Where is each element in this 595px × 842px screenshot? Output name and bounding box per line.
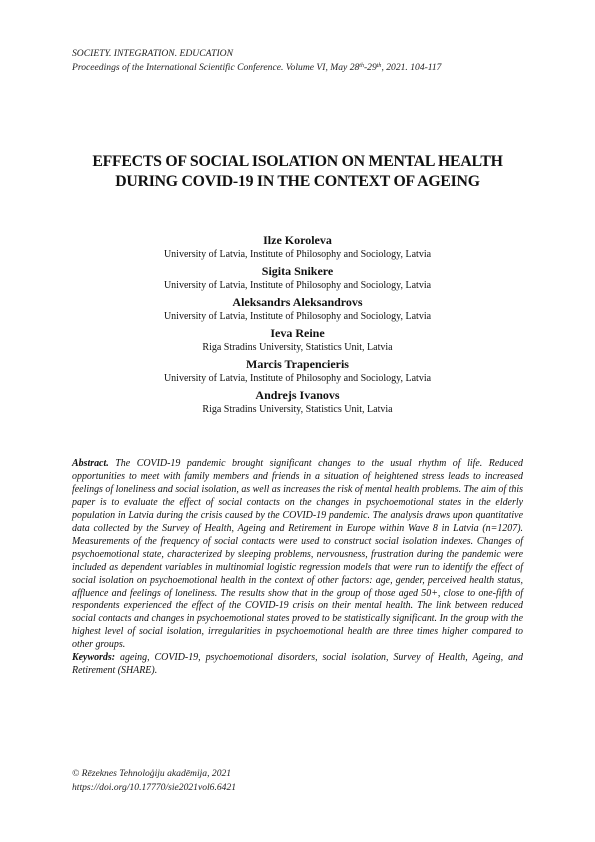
author-affiliation: University of Latvia, Institute of Philosophy and Sociology, Latvia: [163, 311, 432, 322]
date-dash: -29: [363, 62, 377, 73]
proceedings-text: Proceedings of the International Scientific Conference. Volume VI, May 28: [72, 62, 360, 73]
page-footer: [72, 767, 472, 795]
author-name: Andrejs Ivanovs: [255, 388, 340, 402]
author-name: Ieva Reine: [270, 326, 325, 340]
keywords-text: ageing, COVID-19, psychoemotional disorders, social isolation, Survey of Health, Ageing, and Retirement (SHARE).: [72, 652, 523, 677]
author-name: Marcis Trapencieris: [246, 357, 349, 371]
author-block: [72, 357, 523, 385]
running-header: [72, 47, 532, 75]
author-affiliation: Riga Stradins University, Statistics Unit, Latvia: [202, 342, 393, 353]
author-name: Ilze Koroleva: [263, 233, 332, 247]
copyright-line: © Rēzeknes Tehnoloģiju akadēmija, 2021: [72, 768, 232, 779]
paper-title: EFFECTS OF SOCIAL ISOLATION ON MENTAL HEALTH DURING COVID-19 IN THE CONTEXT OF AGEING: [92, 153, 503, 190]
author-affiliation: University of Latvia, Institute of Philosophy and Sociology, Latvia: [163, 280, 432, 291]
ordinal-suffix: th: [376, 63, 382, 69]
abstract-text: The COVID-19 pandemic brought significant changes to the usual rhythm of life. Reduced opportunities to meet with family members and friends in a situation of heightened stress leads to increased feelings of loneliness and social isolation, as well as increases the risk of mental health problems. The aim of this paper is to evaluate the effect of social contacts on the changes in psychoemotional states in the elderly population in Latvia during the crisis caused by the COVID-19 pandemic. The analysis draws upon quantitative data collected by the Survey of Health, Ageing and Retirement in Europe within Wave 8 in Latvia (n=1207). Measurements of the frequency of social contacts were used to construct social isolation indexes. Changes of psychoemotional state, characterized by sleeping problems, nervousness, frustration during the pandemic were included as dependent variables in multinomial logistic regression models that were run to identify the effect of social isolation on psychoemotional health in the context of other factors: age, gender, perceived health status, affluence and feelings of loneliness. The results show that in the group of those aged 50+, close to one-fifth of respondents experienced the effect of the COVID-19 crisis on their mental health. The link between reduced social contacts and changes in psychoemotional states proved to be statistically significant. In the group with the highest level of social isolation, irregularities in psychoemotional health are three times higher compared to other groups.: [72, 458, 523, 651]
abstract-label: Abstract.: [72, 458, 109, 469]
abstract-paragraph: [72, 458, 523, 652]
pages-range: , 2021. 104-117: [381, 62, 442, 73]
author-block: [72, 295, 523, 323]
keywords-paragraph: [72, 652, 523, 678]
ordinal-suffix: th: [359, 63, 364, 69]
author-list: [72, 233, 523, 419]
abstract-section: [72, 458, 523, 678]
author-block: [72, 264, 523, 292]
author-affiliation: Riga Stradins University, Statistics Unit, Latvia: [202, 404, 393, 415]
author-block: [72, 388, 523, 416]
journal-name: SOCIETY. INTEGRATION. EDUCATION: [72, 48, 233, 59]
doi-link[interactable]: https://doi.org/10.17770/sie2021vol6.6421: [72, 782, 237, 793]
keywords-label: Keywords:: [72, 652, 116, 664]
proceedings-line: [72, 61, 532, 75]
author-affiliation: University of Latvia, Institute of Philosophy and Sociology, Latvia: [163, 373, 432, 384]
author-name: Sigita Snikere: [261, 264, 334, 278]
author-name: Aleksandrs Aleksandrovs: [232, 295, 363, 309]
author-affiliation: University of Latvia, Institute of Philosophy and Sociology, Latvia: [163, 249, 432, 260]
author-block: [72, 233, 523, 261]
author-block: [72, 326, 523, 354]
